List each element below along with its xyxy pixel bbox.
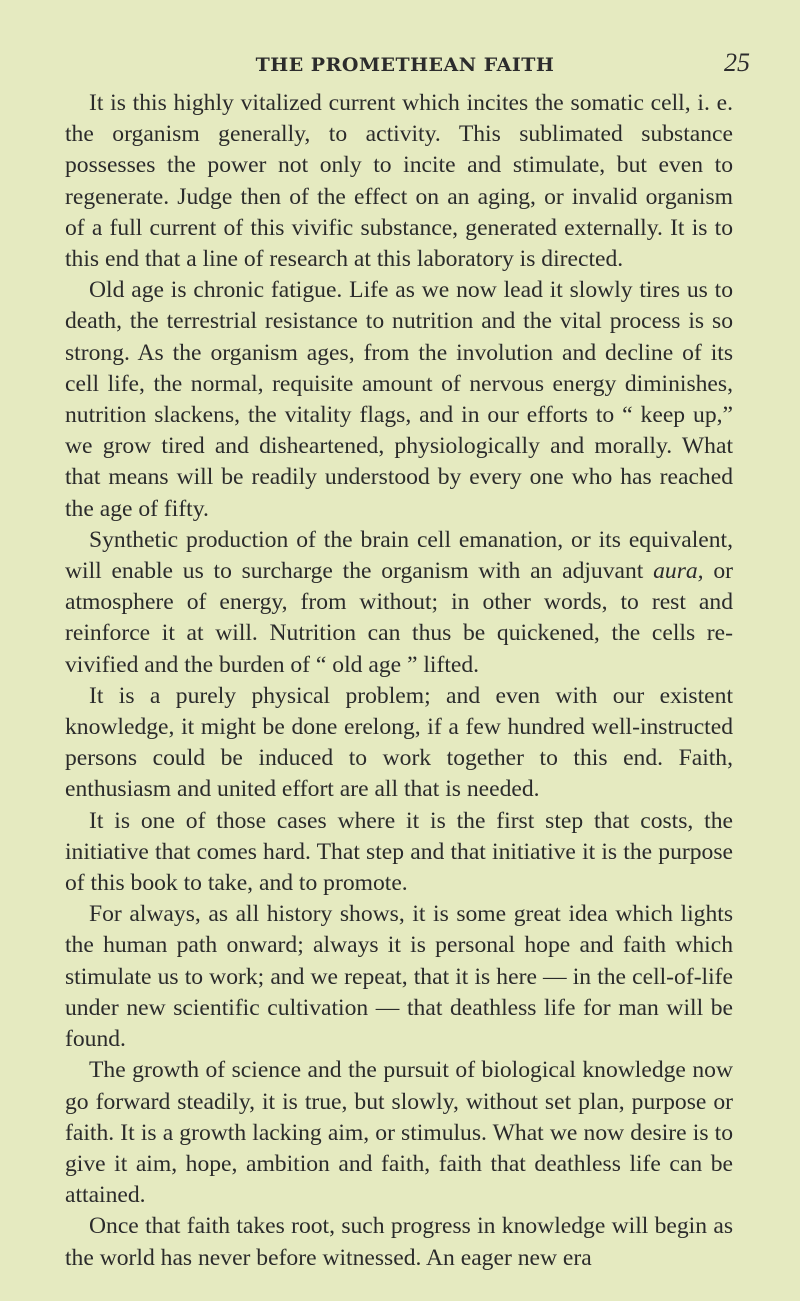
running-title: THE PROMETHEAN FAITH [255, 54, 555, 76]
paragraph: It is one of those cases where it is the first step that costs, the initiative that comes hard. That step and that initiative it is the purpose of this book to take, and to promote. [65, 807, 733, 897]
paragraph [65, 525, 733, 681]
paragraph-text: Synthetic production of the brain cell emanation, or its equivalent, will enable us to surcharge the organism with an adjuvant [65, 526, 733, 585]
body-text [65, 88, 733, 1274]
paragraph: Old age is chronic fatigue. Life as we now lead it slowly tires us to death, the terrestrial resistance to nutrition and the vital process is so strong. As the organism ages, from the involution and decline of its cell life, the normal, requisite amount of nervous energy diminishes, nutrition slackens, the vitality flags, and in our efforts to “ keep up,” we grow tired and disheartened, physiologically and morally. What that means will be readily understood by every one who has reached the age of fifty. [65, 277, 733, 522]
page-number: 25 [724, 48, 750, 77]
running-head [60, 48, 750, 88]
paragraph: The growth of science and the pursuit of biological knowledge now go forward steadily, it is true, but slowly, without set plan, purpose or faith. It is a growth lacking aim, or stimulus. What we now desire is to give it aim, hope, ambition and faith, faith that deathless life can be attained. [65, 1057, 733, 1209]
paragraph: Once that faith takes root, such progress in knowledge will begin as the world has never before witnessed. An eager new era [65, 1213, 733, 1271]
italic-term: aura, [653, 558, 704, 585]
paragraph: It is this highly vitalized current which incites the somatic cell, i. e. the organism generally, to activity. This sublimated substance possesses the power not only to incite and stimulate, but even to regenerate. Judge then of the effect on an aging, or invalid organism of a full current of this vivific substance, generated externally. It is to this end that a line of research at this laboratory is directed. [65, 90, 733, 273]
paragraph: For always, as all history shows, it is some great idea which lights the human path onward; always it is personal hope and faith which stimulate us to work; and we repeat, that it is here — in the cell-of-life under new scientific cultivation — that deathless life for man will be found. [65, 901, 733, 1053]
paragraph-text: or atmosphere of energy, from without; in other words, to rest and reinforce it at will. Nutrition can thus be quickened, the cells re-vivified and the burden of “ old age ” lifted. [65, 558, 733, 678]
paragraph: It is a purely physical problem; and even with our existent knowledge, it might be done erelong, if a few hundred well-instructed persons could be induced to work together to this end. Faith, enthusiasm and united effort are all that is needed. [65, 682, 733, 803]
